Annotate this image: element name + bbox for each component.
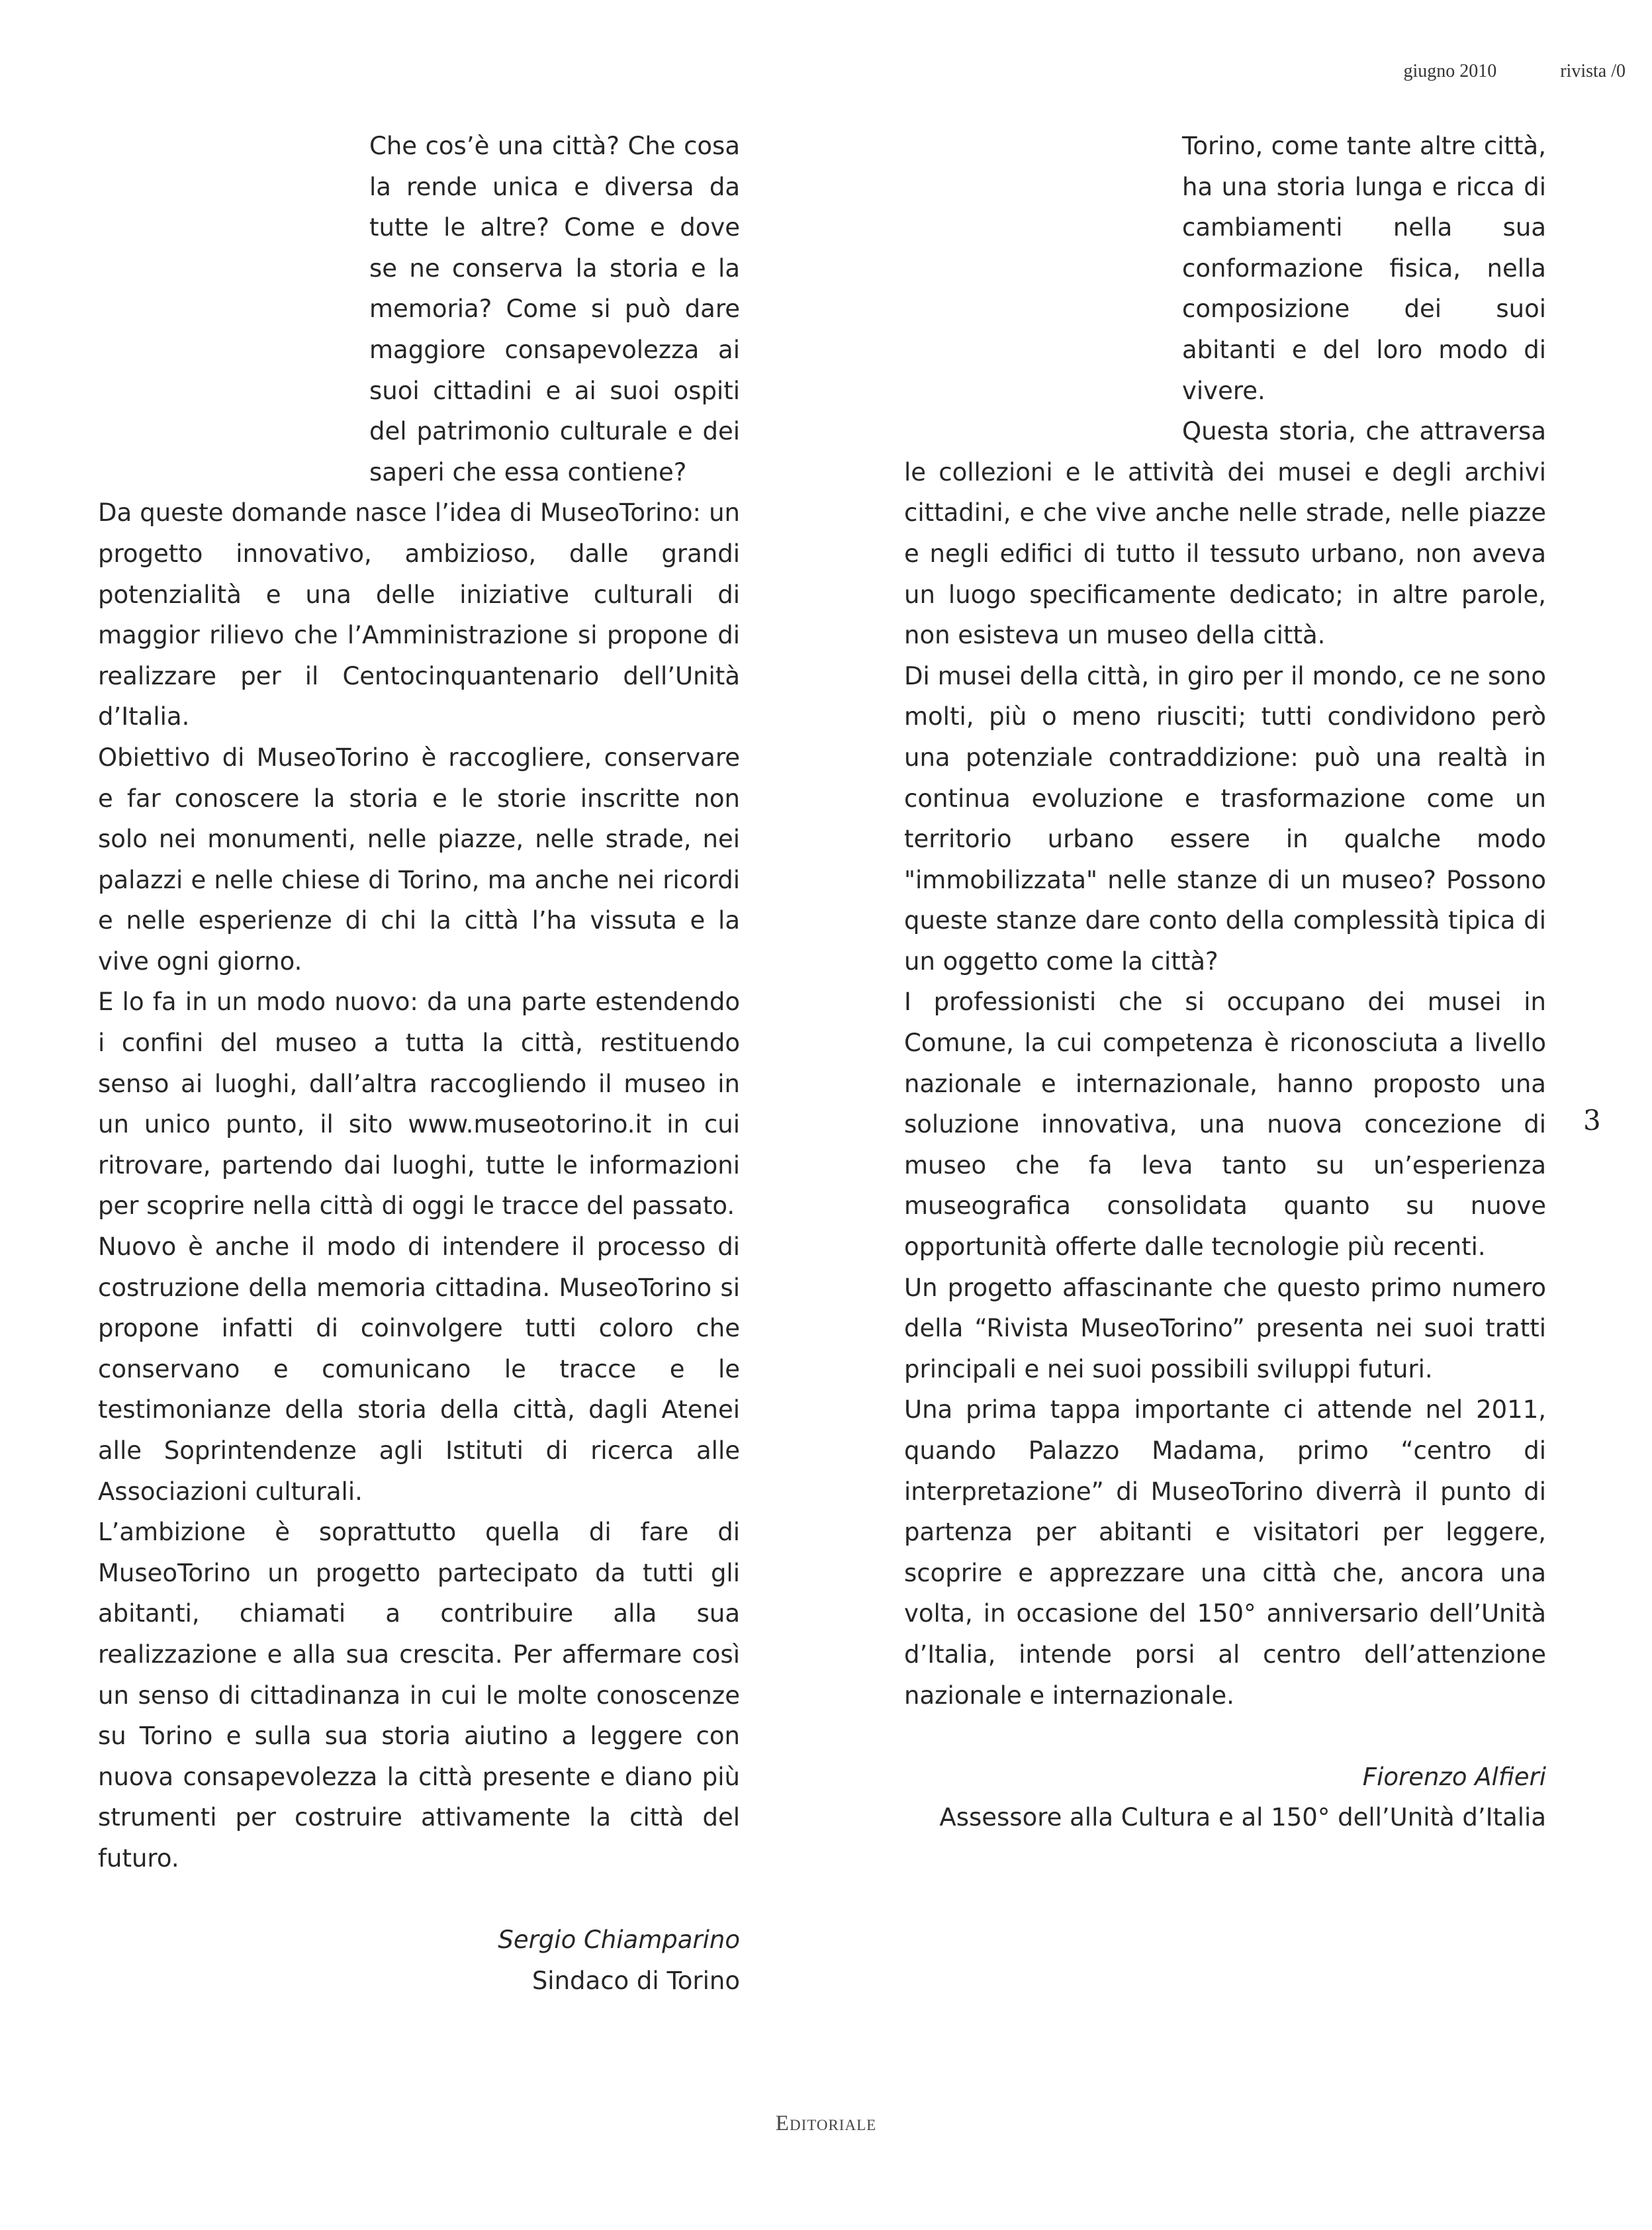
right-signature-role: Assessore alla Cultura e al 150° dell’Unità d’Italia bbox=[939, 1803, 1546, 1832]
left-lead-questions: Che cos’è una città? Che cosa la rende unica e diversa da tutte le altre? Come e dove se ne conserva la storia e la memoria? Come si può dare maggiore consapevolezza ai suoi cittadini e ai suoi ospiti del patrimonio culturale e dei saperi che essa contiene? bbox=[369, 132, 740, 487]
page-header bbox=[1403, 61, 1626, 82]
right-lead: Torino, come tante altre città, ha una storia lunga e ricca di cambiamenti nella sua conformazione fisica, nella composizione dei suoi abitanti e del loro modo di vivere. bbox=[1182, 132, 1546, 405]
right-signature-name: Fiorenzo Alfieri bbox=[1362, 1762, 1546, 1791]
left-paragraph-1: Da queste domande nasce l’idea di MuseoTorino: un progetto innovativo, ambizioso, dalle grandi potenzialità e una delle iniziative culturali di maggior rilievo che l’Amministrazione si propone di realizzare per il Centocinquantenario dell’Unità d’Italia. bbox=[98, 498, 740, 731]
right-paragraph-5: Una prima tappa importante ci attende nel 2011, quando Palazzo Madama, primo “centro di interpretazione” di MuseoTorino diverrà il punto di partenza per abitanti e visitatori per leggere, scoprire e apprezzare una città che, ancora una volta, in occasione del 150° anniversario dell’Unità d’Italia, intende porsi al centro dell’attenzione nazionale e internazionale. bbox=[904, 1395, 1546, 1710]
left-column bbox=[98, 126, 740, 2001]
section-footer: Editoriale bbox=[775, 2112, 877, 2135]
right-paragraph-3: I professionisti che si occupano dei musei in Comune, la cui competenza è riconosciuta a livello nazionale e internazionale, hanno proposto una soluzione innovativa, una nuova concezione di museo che fa leva tanto su un’esperienza museografica consolidata quanto su nuove opportunità offerte dalle tecnologie più recenti. bbox=[904, 988, 1546, 1262]
issue-date: giugno 2010 bbox=[1403, 61, 1497, 81]
left-signature-name: Sergio Chiamparino bbox=[498, 1926, 740, 1955]
left-paragraph-4: Nuovo è anche il modo di intendere il processo di costruzione della memoria cittadina. MuseoTorino si propone infatti di coinvolgere tutti coloro che conservano e comunicano le tracce e le testimonianze della storia della città, dagli Atenei alle Soprintendenze agli Istituti di ricerca alle Associazioni culturali. bbox=[98, 1232, 740, 1506]
left-paragraph-2: Obiettivo di MuseoTorino è raccogliere, conservare e far conoscere la storia e le storie inscritte non solo nei monumenti, nelle piazze, nelle strade, nei palazzi e nelle chiese di Torino, ma anche nei ricordi e nelle esperienze di chi la città l’ha vissuta e la vive ogni giorno. bbox=[98, 743, 740, 976]
right-paragraph-1: Questa storia, che attraversa le collezioni e le attività dei musei e degli archivi cittadini, e che vive anche nelle strade, nelle piazze e negli edifici di tutto il tessuto urbano, non aveva un luogo specificamente dedicato; in altre parole, non esisteva un museo della città. bbox=[904, 417, 1546, 650]
right-paragraph-2: Di musei della città, in giro per il mondo, ce ne sono molti, più o meno riusciti; tutti condividono però una potenziale contraddizione: può una realtà in continua evoluzione e trasformazione come un territorio urbano essere in qualche modo "immobilizzata" nelle stanze di un museo? Possono queste stanze dare conto della complessità tipica di un oggetto come la città? bbox=[904, 661, 1546, 976]
right-column bbox=[904, 126, 1546, 1838]
left-paragraph-3: E lo fa in un modo nuovo: da una parte estendendo i confini del museo a tutta la città, restituendo senso ai luoghi, dall’altra raccogliendo il museo in un unico punto, il sito www.museotorino.it in cui ritrovare, partendo dai luoghi, tutte le informazioni per scoprire nella città di oggi le tracce del passato. bbox=[98, 988, 740, 1221]
page-number: 3 bbox=[1583, 1104, 1601, 1137]
right-paragraph-4: Un progetto affascinante che questo primo numero della “Rivista MuseoTorino” presenta nei suoi tratti principali e nei suoi possibili sviluppi futuri. bbox=[904, 1273, 1546, 1383]
left-signature-role: Sindaco di Torino bbox=[531, 1966, 740, 1995]
left-paragraph-5: L’ambizione è soprattutto quella di fare di MuseoTorino un progetto partecipato da tutti gli abitanti, chiamati a contribuire alla sua realizzazione e alla sua crescita. Per affermare così un senso di cittadinanza in cui le molte conoscenze su Torino e sulla sua storia aiutino a leggere con nuova consapevolezza la città presente e diano più strumenti per costruire attivamente la città del futuro. bbox=[98, 1518, 740, 1873]
magazine-issue: rivista /0 bbox=[1560, 61, 1626, 81]
